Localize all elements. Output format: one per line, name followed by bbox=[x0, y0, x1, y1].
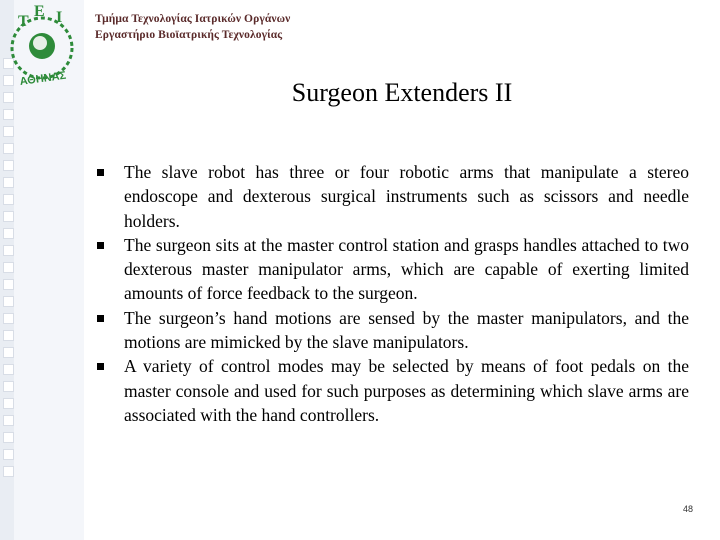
svg-text:ΑΘΗΝΑΣ: ΑΘΗΝΑΣ bbox=[18, 69, 67, 89]
bullet-item bbox=[95, 306, 689, 355]
tei-athens-logo bbox=[4, 2, 82, 94]
svg-text:Τ: Τ bbox=[18, 13, 29, 30]
bullet-item bbox=[95, 160, 689, 233]
bullet-text: A variety of control modes may be selected by means of foot pedals on the master console and used for such purposes as determining which slave arms are associated with the hand controllers. bbox=[124, 356, 689, 425]
decorative-square bbox=[3, 296, 14, 307]
bullet-text: The surgeon’s hand motions are sensed by the master manipulators, and the motions are mimicked by the slave manipulators. bbox=[124, 307, 689, 353]
page-number: 48 bbox=[682, 504, 693, 514]
bullet-square-icon bbox=[97, 363, 104, 370]
decorative-square bbox=[3, 160, 14, 171]
institution-header bbox=[95, 11, 290, 43]
decorative-square bbox=[3, 262, 14, 273]
slide-title: Surgeon Extenders II bbox=[291, 78, 513, 107]
decorative-square bbox=[3, 228, 14, 239]
bullet-item bbox=[95, 233, 689, 306]
bullet-text: The slave robot has three or four robotic arms that manipulate a stereo endoscope and dexterous surgical instruments such as scissors and needle holders. bbox=[124, 162, 689, 231]
department-name: Τμήμα Τεχνολογίας Ιατρικών Οργάνων bbox=[95, 13, 291, 25]
decorative-square bbox=[3, 381, 14, 392]
decorative-square bbox=[3, 364, 14, 375]
decorative-square bbox=[3, 466, 14, 477]
decorative-square bbox=[3, 245, 14, 256]
svg-text:Ε: Ε bbox=[34, 3, 45, 20]
decorative-square bbox=[3, 126, 14, 137]
decorative-square bbox=[3, 415, 14, 426]
decorative-square bbox=[3, 313, 14, 324]
decorative-square bbox=[3, 347, 14, 358]
bullet-square-icon bbox=[97, 315, 104, 322]
decorative-square bbox=[3, 143, 14, 154]
bullet-square-icon bbox=[97, 242, 104, 249]
bullet-item bbox=[95, 354, 689, 427]
bullet-text: The surgeon sits at the master control station and grasps handles attached to two dexterous master manipulator arms, which are capable of exerting limited amounts of force feedback to the surgeon. bbox=[124, 234, 689, 304]
decorative-square bbox=[3, 449, 14, 460]
bullet-list bbox=[95, 160, 689, 427]
decorative-square bbox=[3, 109, 14, 120]
decorative-square bbox=[3, 177, 14, 188]
lab-name: Εργαστήριο Βιοϊατρικής Τεχνολογίας bbox=[95, 29, 283, 41]
decorative-square bbox=[3, 211, 14, 222]
decorative-square bbox=[3, 398, 14, 409]
decorative-square bbox=[3, 279, 14, 290]
svg-text:Ι: Ι bbox=[56, 9, 63, 26]
decorative-square bbox=[3, 194, 14, 205]
bullet-square-icon bbox=[97, 169, 104, 176]
decorative-square bbox=[3, 432, 14, 443]
decorative-square bbox=[3, 330, 14, 341]
